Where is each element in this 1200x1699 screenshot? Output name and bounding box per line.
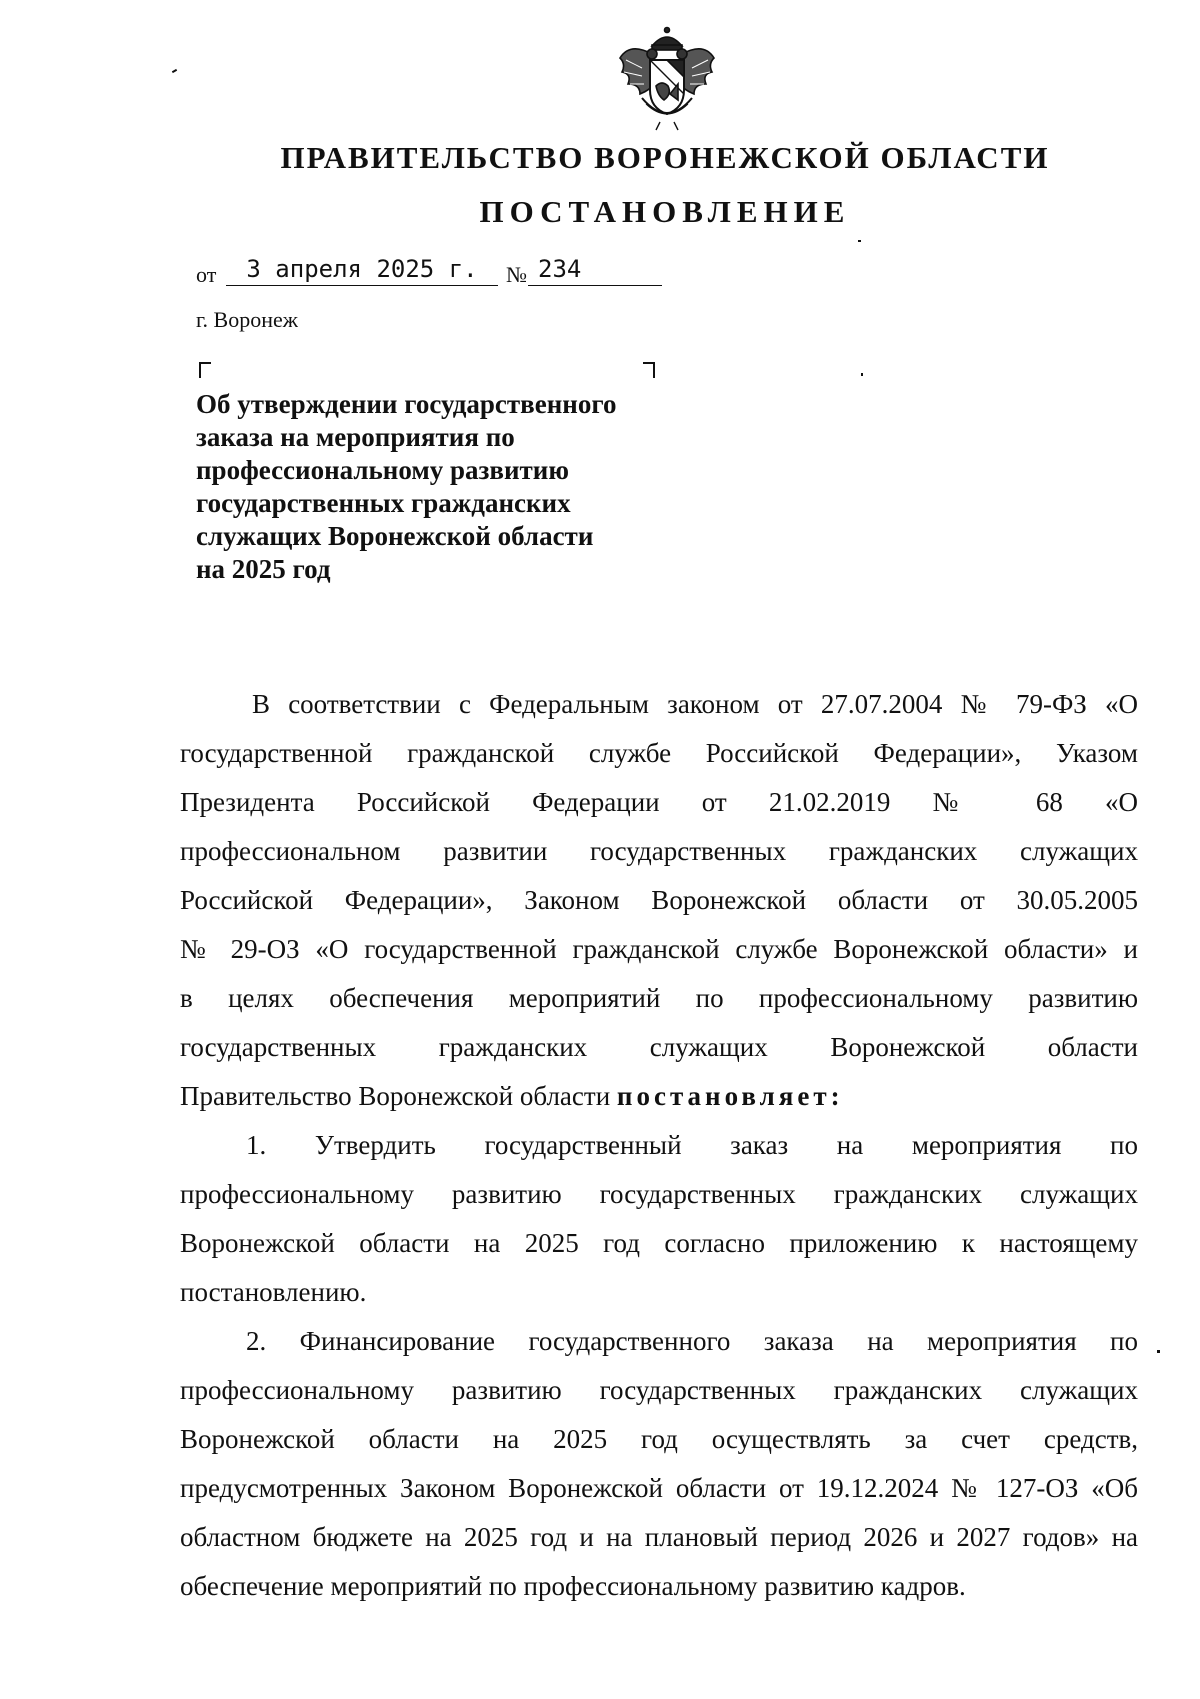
preamble-line: Российской Федерации», Законом Воронежской области от 30.05.2005 bbox=[180, 885, 1138, 915]
subject-line: профессиональному развитию bbox=[196, 455, 569, 485]
item-1-line: Воронежской области на 2025 год согласно приложению к настоящему bbox=[180, 1228, 1138, 1258]
subject-corner-right bbox=[643, 362, 655, 378]
document-type-title: ПОСТАНОВЛЕНИЕ bbox=[479, 194, 851, 229]
subject-line: служащих Воронежской области bbox=[196, 521, 594, 551]
preamble-line: государственной гражданской службе Российской Федерации», Указом bbox=[180, 738, 1138, 768]
scan-mark bbox=[1157, 1350, 1160, 1353]
organization-name: ПРАВИТЕЛЬСТВО ВОРОНЕЖСКОЙ ОБЛАСТИ bbox=[280, 140, 1050, 175]
scan-mark bbox=[861, 373, 863, 376]
preamble-last-text: Правительство Воронежской области bbox=[180, 1081, 611, 1111]
coat-of-arms-emblem bbox=[612, 24, 722, 134]
city-name: г. Воронеж bbox=[196, 307, 298, 332]
document-number: 234 bbox=[528, 253, 662, 286]
document-body bbox=[180, 680, 1138, 1611]
item-2-line: Воронежской области на 2025 год осуществлять за счет средств, bbox=[180, 1424, 1138, 1454]
scan-mark bbox=[172, 69, 177, 73]
preamble-last-line bbox=[180, 1072, 1138, 1121]
preamble-line: В соответствии с Федеральным законом от 27.07.2004 № 79-ФЗ «О bbox=[252, 689, 1138, 719]
subject-corner-left bbox=[199, 362, 211, 378]
date-number-line bbox=[196, 252, 696, 292]
preamble-line: Президента Российской Федерации от 21.02.2019 № 68 «О bbox=[180, 787, 1138, 817]
item-2-line: профессиональному развитию государственных гражданских служащих bbox=[180, 1375, 1138, 1405]
subject-line: заказа на мероприятия по bbox=[196, 422, 515, 452]
date-prefix: от bbox=[196, 262, 217, 287]
item-1-line: 1. Утвердить государственный заказ на мероприятия по bbox=[246, 1130, 1138, 1160]
item-2-line: областном бюджете на 2025 год и на плановый период 2026 и 2027 годов» на bbox=[180, 1522, 1138, 1552]
preamble-line: профессиональном развитии государственных гражданских служащих bbox=[180, 836, 1138, 866]
subject-line: Об утверждении государственного bbox=[196, 389, 617, 419]
document-subject bbox=[196, 388, 666, 586]
preamble-line: № 29-ОЗ «О государственной гражданской службе Воронежской области» и bbox=[180, 934, 1138, 964]
item-2-line: 2. Финансирование государственного заказа на мероприятия по bbox=[246, 1326, 1138, 1356]
item-1-line: профессиональному развитию государственных гражданских служащих bbox=[180, 1179, 1138, 1209]
decree-word: постановляет: bbox=[616, 1081, 844, 1111]
item-1-last-line: постановлению. bbox=[180, 1277, 367, 1307]
item-2-last-line: обеспечение мероприятий по профессиональному развитию кадров. bbox=[180, 1571, 966, 1601]
preamble-line: в целях обеспечения мероприятий по профессиональному развитию bbox=[180, 983, 1138, 1013]
subject-line: государственных гражданских bbox=[196, 488, 571, 518]
document-date: 3 апреля 2025 г. bbox=[226, 253, 498, 286]
number-prefix: № bbox=[506, 262, 527, 287]
scan-mark bbox=[858, 240, 861, 242]
subject-line: на 2025 год bbox=[196, 554, 331, 584]
item-2-line: предусмотренных Законом Воронежской области от 19.12.2024 № 127-ОЗ «Об bbox=[180, 1473, 1138, 1503]
preamble-line: государственных гражданских служащих Воронежской области bbox=[180, 1032, 1138, 1062]
